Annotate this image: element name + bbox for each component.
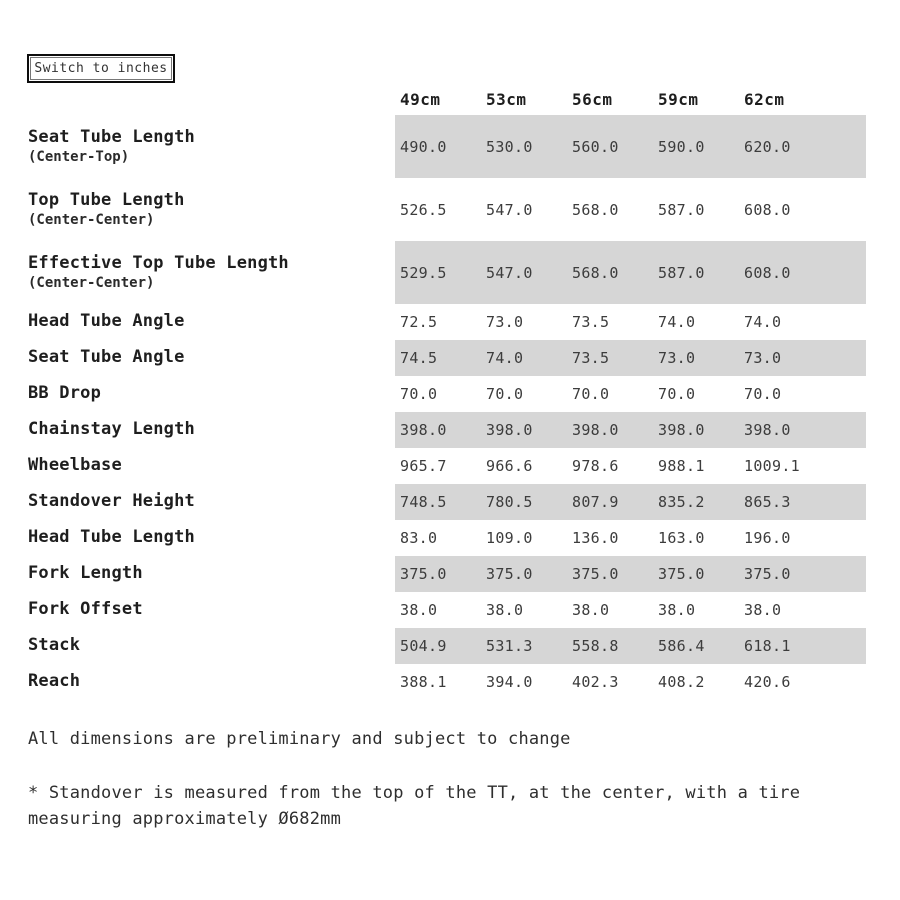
value-cell: 490.0 xyxy=(400,137,447,156)
row-label-cell xyxy=(28,340,395,376)
value-cell: 163.0 xyxy=(658,529,705,547)
value-cell: 547.0 xyxy=(486,263,533,282)
row-label: Reach xyxy=(28,671,81,692)
row-label-cell xyxy=(28,664,395,700)
row-values xyxy=(395,340,866,376)
value-cell: 74.0 xyxy=(658,313,696,331)
value-cell: 586.4 xyxy=(658,637,705,655)
value-cell: 587.0 xyxy=(658,200,705,219)
size-column-header: 49cm xyxy=(400,90,441,109)
value-cell: 375.0 xyxy=(486,565,533,583)
value-cell: 70.0 xyxy=(744,385,782,403)
value-cell: 375.0 xyxy=(572,565,619,583)
row-values xyxy=(395,484,866,520)
row-label: Standover Height xyxy=(28,491,195,512)
preliminary-disclaimer: All dimensions are preliminary and subject to change xyxy=(28,729,571,749)
row-values xyxy=(395,592,866,628)
row-values xyxy=(395,376,866,412)
value-cell: 590.0 xyxy=(658,137,705,156)
value-cell: 526.5 xyxy=(400,200,447,219)
value-cell: 780.5 xyxy=(486,493,533,511)
row-label-cell xyxy=(28,241,395,304)
value-cell: 865.3 xyxy=(744,493,791,511)
row-label-cell xyxy=(28,628,395,664)
value-cell: 38.0 xyxy=(744,601,782,619)
value-cell: 70.0 xyxy=(486,385,524,403)
row-label-cell xyxy=(28,592,395,628)
value-cell: 420.6 xyxy=(744,673,791,691)
value-cell: 398.0 xyxy=(572,421,619,439)
value-cell: 38.0 xyxy=(658,601,696,619)
row-values xyxy=(395,556,866,592)
row-label-cell xyxy=(28,412,395,448)
size-column-header: 53cm xyxy=(486,90,527,109)
value-cell: 568.0 xyxy=(572,200,619,219)
row-values xyxy=(395,520,866,556)
value-cell: 73.0 xyxy=(486,313,524,331)
row-sublabel: (Center-Center) xyxy=(28,212,155,229)
value-cell: 608.0 xyxy=(744,263,791,282)
row-values xyxy=(395,178,866,241)
table-row xyxy=(28,178,866,241)
table-row xyxy=(28,340,866,376)
value-cell: 196.0 xyxy=(744,529,791,547)
size-column-header: 62cm xyxy=(744,90,785,109)
row-label: Fork Length xyxy=(28,563,143,584)
value-cell: 74.0 xyxy=(486,349,524,367)
row-label-cell xyxy=(28,448,395,484)
value-cell: 398.0 xyxy=(486,421,533,439)
table-row xyxy=(28,376,866,412)
row-values xyxy=(395,304,866,340)
value-cell: 531.3 xyxy=(486,637,533,655)
geometry-table xyxy=(28,84,866,700)
value-cell: 835.2 xyxy=(658,493,705,511)
value-cell: 978.6 xyxy=(572,457,619,475)
value-cell: 408.2 xyxy=(658,673,705,691)
value-cell: 618.1 xyxy=(744,637,791,655)
value-cell: 375.0 xyxy=(658,565,705,583)
value-cell: 375.0 xyxy=(744,565,791,583)
value-cell: 402.3 xyxy=(572,673,619,691)
value-cell: 620.0 xyxy=(744,137,791,156)
row-values xyxy=(395,115,866,178)
row-label-cell xyxy=(28,376,395,412)
row-label: Seat Tube Length xyxy=(28,126,195,147)
table-row xyxy=(28,664,866,700)
row-label-cell xyxy=(28,304,395,340)
value-cell: 587.0 xyxy=(658,263,705,282)
value-cell: 608.0 xyxy=(744,200,791,219)
value-cell: 73.5 xyxy=(572,313,610,331)
value-cell: 72.5 xyxy=(400,313,438,331)
size-header-row xyxy=(28,84,866,115)
row-label: Chainstay Length xyxy=(28,419,195,440)
value-cell: 74.5 xyxy=(400,349,438,367)
value-cell: 70.0 xyxy=(572,385,610,403)
value-cell: 83.0 xyxy=(400,529,438,547)
header-spacer xyxy=(28,84,395,115)
value-cell: 38.0 xyxy=(486,601,524,619)
value-cell: 529.5 xyxy=(400,263,447,282)
row-values xyxy=(395,664,866,700)
value-cell: 966.6 xyxy=(486,457,533,475)
value-cell: 560.0 xyxy=(572,137,619,156)
table-row xyxy=(28,448,866,484)
row-label-cell xyxy=(28,484,395,520)
row-values xyxy=(395,448,866,484)
row-label: BB Drop xyxy=(28,383,102,404)
row-label: Effective Top Tube Length xyxy=(28,252,289,273)
row-sublabel: (Center-Top) xyxy=(28,149,130,166)
value-cell: 558.8 xyxy=(572,637,619,655)
row-label: Head Tube Length xyxy=(28,527,195,548)
switch-to-inches-button[interactable]: Switch to inches xyxy=(27,54,175,83)
value-cell: 807.9 xyxy=(572,493,619,511)
value-cell: 38.0 xyxy=(572,601,610,619)
table-row xyxy=(28,241,866,304)
row-label-cell xyxy=(28,115,395,178)
value-cell: 748.5 xyxy=(400,493,447,511)
row-label: Fork Offset xyxy=(28,599,143,620)
value-cell: 73.5 xyxy=(572,349,610,367)
table-row xyxy=(28,484,866,520)
row-values xyxy=(395,628,866,664)
table-row xyxy=(28,592,866,628)
value-cell: 73.0 xyxy=(744,349,782,367)
value-cell: 73.0 xyxy=(658,349,696,367)
value-cell: 74.0 xyxy=(744,313,782,331)
size-column-header: 59cm xyxy=(658,90,699,109)
table-row xyxy=(28,412,866,448)
row-sublabel: (Center-Center) xyxy=(28,275,155,292)
row-values xyxy=(395,241,866,304)
value-cell: 388.1 xyxy=(400,673,447,691)
table-row xyxy=(28,304,866,340)
table-row xyxy=(28,628,866,664)
value-cell: 965.7 xyxy=(400,457,447,475)
row-label: Stack xyxy=(28,635,81,656)
value-cell: 398.0 xyxy=(658,421,705,439)
standover-footnote: * Standover is measured from the top of the TT, at the center, with a tire measuring approximately Ø682mm xyxy=(28,783,801,829)
value-cell: 504.9 xyxy=(400,637,447,655)
value-cell: 136.0 xyxy=(572,529,619,547)
row-label: Top Tube Length xyxy=(28,189,185,210)
size-header-columns xyxy=(395,84,866,115)
value-cell: 988.1 xyxy=(658,457,705,475)
value-cell: 530.0 xyxy=(486,137,533,156)
value-cell: 70.0 xyxy=(400,385,438,403)
value-cell: 109.0 xyxy=(486,529,533,547)
value-cell: 70.0 xyxy=(658,385,696,403)
table-row xyxy=(28,115,866,178)
value-cell: 398.0 xyxy=(400,421,447,439)
value-cell: 568.0 xyxy=(572,263,619,282)
table-row xyxy=(28,520,866,556)
value-cell: 38.0 xyxy=(400,601,438,619)
size-column-header: 56cm xyxy=(572,90,613,109)
row-label-cell xyxy=(28,520,395,556)
row-label-cell xyxy=(28,556,395,592)
value-cell: 547.0 xyxy=(486,200,533,219)
row-values xyxy=(395,412,866,448)
row-label: Seat Tube Angle xyxy=(28,347,185,368)
value-cell: 394.0 xyxy=(486,673,533,691)
value-cell: 398.0 xyxy=(744,421,791,439)
value-cell: 375.0 xyxy=(400,565,447,583)
row-label: Head Tube Angle xyxy=(28,311,185,332)
value-cell: 1009.1 xyxy=(744,457,800,475)
row-label-cell xyxy=(28,178,395,241)
table-row xyxy=(28,556,866,592)
row-label: Wheelbase xyxy=(28,455,122,476)
